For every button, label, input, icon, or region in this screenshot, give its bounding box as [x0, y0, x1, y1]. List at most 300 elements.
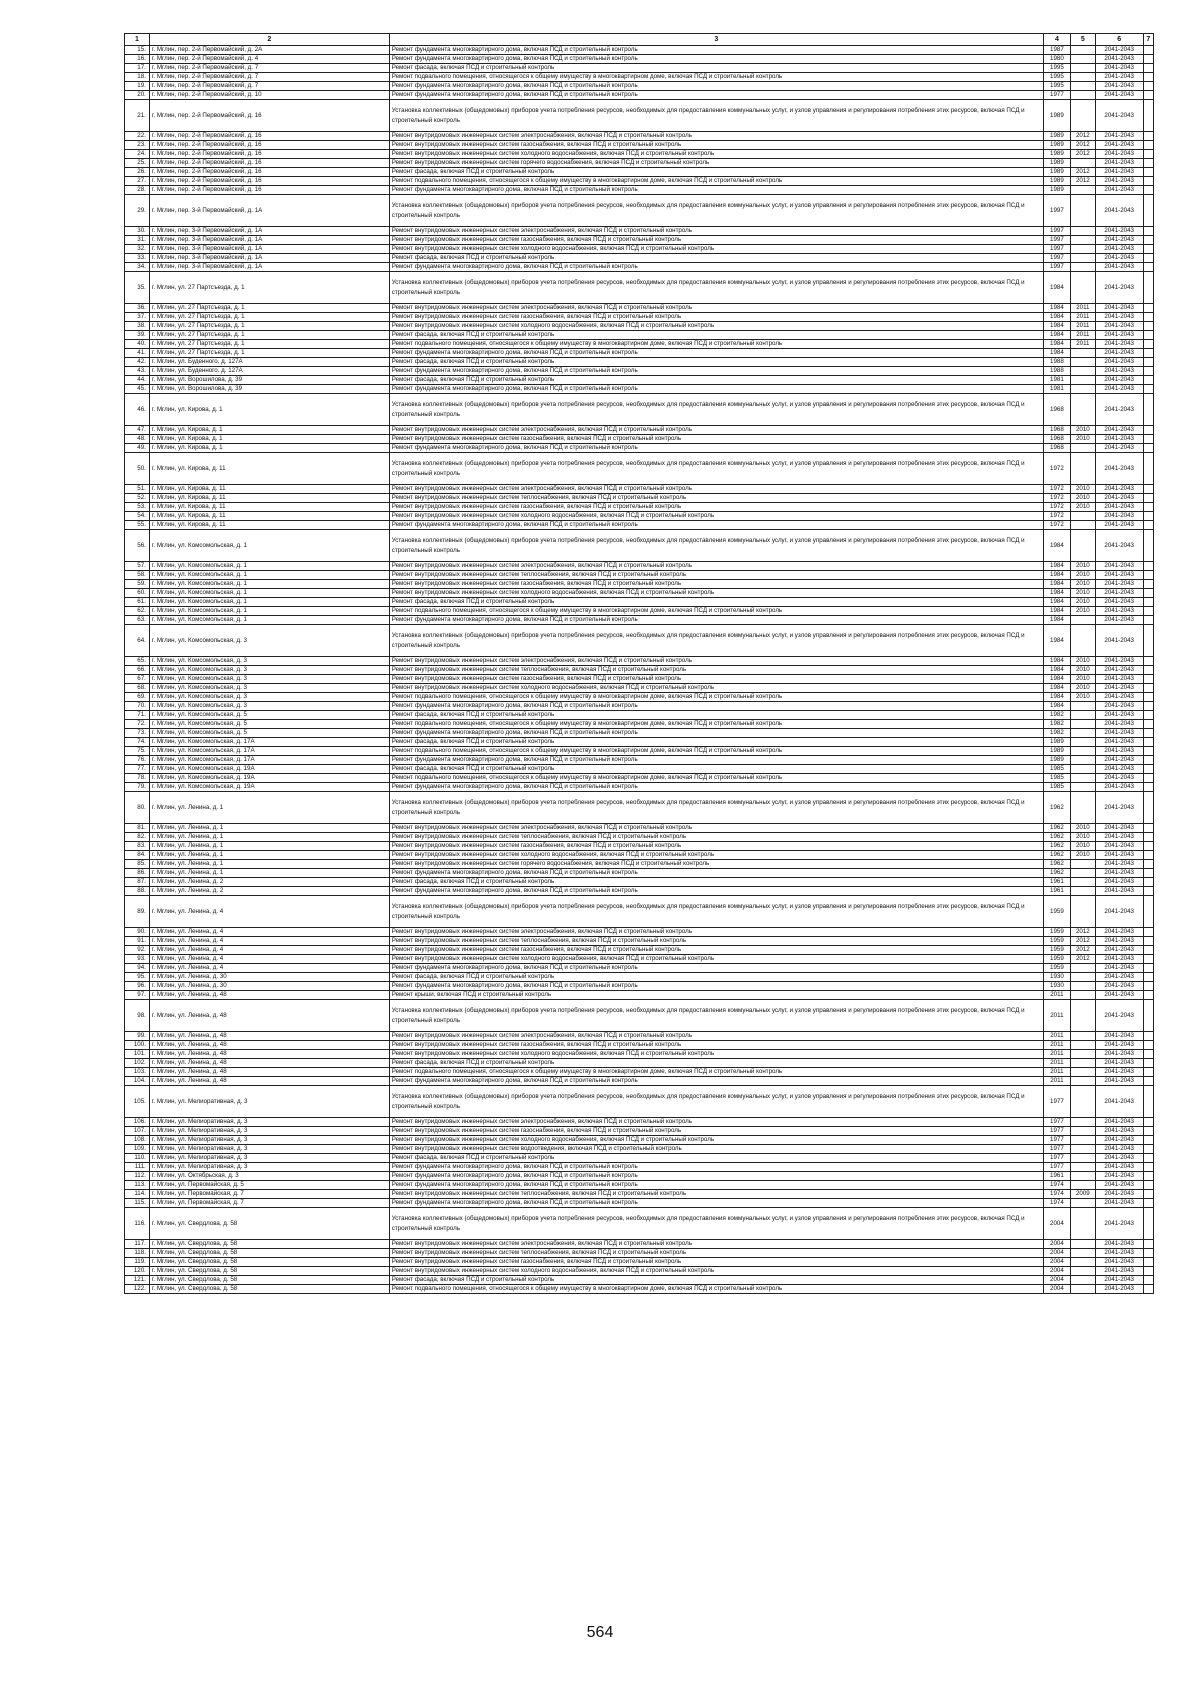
last-repair-year-cell: 2010 — [1070, 571, 1095, 580]
row-number: 41. — [125, 349, 150, 358]
work-type-cell: Ремонт внутридомовых инженерных систем холодного водоснабжения, включая ПСД и строительный контроль — [389, 955, 1043, 964]
row-number: 52. — [125, 494, 150, 503]
last-repair-year-cell: 2012 — [1070, 928, 1095, 937]
last-repair-year-cell: 2010 — [1070, 426, 1095, 435]
year-built-cell: 1961 — [1043, 1172, 1070, 1181]
col7-cell — [1143, 896, 1153, 928]
work-type-cell: Установка коллективных (общедомовых) приборов учета потребления ресурсов, необходимых для предоставления коммунальных услуг, и узлов управления и регулирования потребления этих ресурсов, включая ПСД и строительный контроль — [389, 625, 1043, 657]
work-type-cell: Установка коллективных (общедомовых) приборов учета потребления ресурсов, необходимых для предоставления коммунальных услуг, и узлов управления и регулирования потребления этих ресурсов, включая ПСД и строительный контроль — [389, 453, 1043, 485]
row-number: 67. — [125, 675, 150, 684]
work-type-cell: Ремонт фундамента многоквартирного дома, включая ПСД и строительный контроль — [389, 186, 1043, 195]
last-repair-year-cell — [1070, 1077, 1095, 1086]
planned-period-cell: 2041-2043 — [1095, 1208, 1143, 1240]
col7-cell — [1143, 331, 1153, 340]
col7-cell — [1143, 1163, 1153, 1172]
table-row — [125, 530, 1154, 562]
col7-cell — [1143, 1068, 1153, 1077]
work-type-cell: Ремонт фундамента многоквартирного дома, включая ПСД и строительный контроль — [389, 55, 1043, 64]
year-built-cell: 1995 — [1043, 73, 1070, 82]
table-row — [125, 756, 1154, 765]
col7-cell — [1143, 168, 1153, 177]
work-type-cell: Ремонт фундамента многоквартирного дома, включая ПСД и строительный контроль — [389, 887, 1043, 896]
address-cell: г. Мглин, ул. Комсомольская, д. 1 — [149, 616, 389, 625]
last-repair-year-cell — [1070, 272, 1095, 304]
work-type-cell: Ремонт подвального помещения, относящегося к общему имуществу в многоквартирном доме, включая ПСД и строительный контроль — [389, 340, 1043, 349]
row-number: 92. — [125, 946, 150, 955]
address-cell: г. Мглин, ул. Ленина, д. 1 — [149, 833, 389, 842]
planned-period-cell: 2041-2043 — [1095, 385, 1143, 394]
year-built-cell: 1977 — [1043, 1127, 1070, 1136]
planned-period-cell: 2041-2043 — [1095, 245, 1143, 254]
year-built-cell: 1989 — [1043, 168, 1070, 177]
table-row — [125, 349, 1154, 358]
row-number: 112. — [125, 1172, 150, 1181]
table-row — [125, 150, 1154, 159]
row-number: 76. — [125, 756, 150, 765]
header-col-6: 6 — [1095, 34, 1143, 46]
row-number: 121. — [125, 1276, 150, 1285]
table-row — [125, 598, 1154, 607]
year-built-cell: 1984 — [1043, 616, 1070, 625]
address-cell: г. Мглин, ул. Кирова, д. 11 — [149, 453, 389, 485]
planned-period-cell: 2041-2043 — [1095, 887, 1143, 896]
planned-period-cell: 2041-2043 — [1095, 512, 1143, 521]
planned-period-cell: 2041-2043 — [1095, 747, 1143, 756]
last-repair-year-cell — [1070, 82, 1095, 91]
work-type-cell: Ремонт подвального помещения, относящегося к общему имуществу в многоквартирном доме, включая ПСД и строительный контроль — [389, 177, 1043, 186]
last-repair-year-cell — [1070, 46, 1095, 55]
planned-period-cell: 2041-2043 — [1095, 503, 1143, 512]
work-type-cell: Ремонт внутридомовых инженерных систем газоснабжения, включая ПСД и строительный контроль — [389, 580, 1043, 589]
year-built-cell: 1984 — [1043, 580, 1070, 589]
work-type-cell: Установка коллективных (общедомовых) приборов учета потребления ресурсов, необходимых для предоставления коммунальных услуг, и узлов управления и регулирования потребления этих ресурсов, включая ПСД и строительный контроль — [389, 1208, 1043, 1240]
planned-period-cell: 2041-2043 — [1095, 227, 1143, 236]
work-type-cell: Установка коллективных (общедомовых) приборов учета потребления ресурсов, необходимых для предоставления коммунальных услуг, и узлов управления и регулирования потребления этих ресурсов, включая ПСД и строительный контроль — [389, 792, 1043, 824]
planned-period-cell: 2041-2043 — [1095, 376, 1143, 385]
address-cell: г. Мглин, ул. Комсомольская, д. 17А — [149, 756, 389, 765]
row-number: 56. — [125, 530, 150, 562]
planned-period-cell: 2041-2043 — [1095, 625, 1143, 657]
work-type-cell: Ремонт фундамента многоквартирного дома, включая ПСД и строительный контроль — [389, 702, 1043, 711]
col7-cell — [1143, 1190, 1153, 1199]
work-type-cell: Установка коллективных (общедомовых) приборов учета потребления ресурсов, необходимых для предоставления коммунальных услуг, и узлов управления и регулирования потребления этих ресурсов, включая ПСД и строительный контроль — [389, 1086, 1043, 1118]
work-type-cell: Ремонт фундамента многоквартирного дома, включая ПСД и строительный контроль — [389, 46, 1043, 55]
last-repair-year-cell — [1070, 55, 1095, 64]
address-cell: г. Мглин, пер. 2-й Первомайский, д. 4 — [149, 55, 389, 64]
last-repair-year-cell — [1070, 1199, 1095, 1208]
col7-cell — [1143, 666, 1153, 675]
col7-cell — [1143, 824, 1153, 833]
col7-cell — [1143, 1154, 1153, 1163]
row-number: 66. — [125, 666, 150, 675]
planned-period-cell: 2041-2043 — [1095, 177, 1143, 186]
work-type-cell: Ремонт подвального помещения, относящегося к общему имуществу в многоквартирном доме, включая ПСД и строительный контроль — [389, 774, 1043, 783]
planned-period-cell: 2041-2043 — [1095, 1059, 1143, 1068]
last-repair-year-cell — [1070, 964, 1095, 973]
year-built-cell: 1962 — [1043, 833, 1070, 842]
row-number: 117. — [125, 1240, 150, 1249]
last-repair-year-cell — [1070, 227, 1095, 236]
table-row — [125, 1199, 1154, 1208]
planned-period-cell: 2041-2043 — [1095, 254, 1143, 263]
planned-period-cell: 2041-2043 — [1095, 792, 1143, 824]
address-cell: г. Мглин, ул. Ленина, д. 1 — [149, 860, 389, 869]
col7-cell — [1143, 1208, 1153, 1240]
table-row — [125, 1127, 1154, 1136]
planned-period-cell: 2041-2043 — [1095, 738, 1143, 747]
last-repair-year-cell — [1070, 444, 1095, 453]
address-cell: г. Мглин, ул. Ленина, д. 48 — [149, 1059, 389, 1068]
col7-cell — [1143, 91, 1153, 100]
address-cell: г. Мглин, ул. Кирова, д. 11 — [149, 494, 389, 503]
address-cell: г. Мглин, ул. Комсомольская, д. 3 — [149, 702, 389, 711]
year-built-cell: 1984 — [1043, 675, 1070, 684]
last-repair-year-cell: 2012 — [1070, 937, 1095, 946]
col7-cell — [1143, 955, 1153, 964]
year-built-cell: 2011 — [1043, 1041, 1070, 1050]
work-type-cell: Ремонт внутридомовых инженерных систем холодного водоснабжения, включая ПСД и строительный контроль — [389, 1136, 1043, 1145]
year-built-cell: 1977 — [1043, 91, 1070, 100]
address-cell: г. Мглин, ул. Кирова, д. 1 — [149, 444, 389, 453]
col7-cell — [1143, 982, 1153, 991]
address-cell: г. Мглин, пер. 2-й Первомайский, д. 16 — [149, 150, 389, 159]
planned-period-cell: 2041-2043 — [1095, 1267, 1143, 1276]
work-type-cell: Ремонт внутридомовых инженерных систем электроснабжения, включая ПСД и строительный контроль — [389, 227, 1043, 236]
last-repair-year-cell — [1070, 765, 1095, 774]
year-built-cell: 1984 — [1043, 304, 1070, 313]
row-number: 73. — [125, 729, 150, 738]
header-col-2: 2 — [149, 34, 389, 46]
work-type-cell: Ремонт внутридомовых инженерных систем холодного водоснабжения, включая ПСД и строительный контроль — [389, 512, 1043, 521]
last-repair-year-cell — [1070, 973, 1095, 982]
last-repair-year-cell — [1070, 720, 1095, 729]
col7-cell — [1143, 186, 1153, 195]
col7-cell — [1143, 833, 1153, 842]
table-row — [125, 159, 1154, 168]
work-type-cell: Ремонт внутридомовых инженерных систем теплоснабжения, включая ПСД и строительный контроль — [389, 494, 1043, 503]
work-type-cell: Установка коллективных (общедомовых) приборов учета потребления ресурсов, необходимых для предоставления коммунальных услуг, и узлов управления и регулирования потребления этих ресурсов, включая ПСД и строительный контроль — [389, 896, 1043, 928]
last-repair-year-cell — [1070, 887, 1095, 896]
last-repair-year-cell: 2010 — [1070, 833, 1095, 842]
row-number: 90. — [125, 928, 150, 937]
planned-period-cell: 2041-2043 — [1095, 571, 1143, 580]
table-row — [125, 928, 1154, 937]
table-row — [125, 580, 1154, 589]
work-type-cell: Ремонт фасада, включая ПСД и строительный контроль — [389, 168, 1043, 177]
planned-period-cell: 2041-2043 — [1095, 313, 1143, 322]
work-type-cell: Ремонт подвального помещения, относящегося к общему имуществу в многоквартирном доме, включая ПСД и строительный контроль — [389, 1285, 1043, 1294]
address-cell: г. Мглин, ул. Свердлова, д. 58 — [149, 1276, 389, 1285]
work-type-cell: Ремонт фундамента многоквартирного дома, включая ПСД и строительный контроль — [389, 783, 1043, 792]
col7-cell — [1143, 254, 1153, 263]
year-built-cell: 1981 — [1043, 385, 1070, 394]
year-built-cell: 1982 — [1043, 720, 1070, 729]
last-repair-year-cell — [1070, 358, 1095, 367]
table-row — [125, 168, 1154, 177]
year-built-cell: 1968 — [1043, 426, 1070, 435]
col7-cell — [1143, 964, 1153, 973]
row-number: 86. — [125, 869, 150, 878]
year-built-cell: 1962 — [1043, 842, 1070, 851]
planned-period-cell: 2041-2043 — [1095, 358, 1143, 367]
last-repair-year-cell — [1070, 73, 1095, 82]
col7-cell — [1143, 313, 1153, 322]
last-repair-year-cell — [1070, 792, 1095, 824]
col7-cell — [1143, 562, 1153, 571]
table-row — [125, 937, 1154, 946]
planned-period-cell: 2041-2043 — [1095, 272, 1143, 304]
col7-cell — [1143, 159, 1153, 168]
col7-cell — [1143, 711, 1153, 720]
row-number: 99. — [125, 1032, 150, 1041]
last-repair-year-cell — [1070, 869, 1095, 878]
col7-cell — [1143, 453, 1153, 485]
work-type-cell: Ремонт крыши, включая ПСД и строительный контроль — [389, 991, 1043, 1000]
col7-cell — [1143, 842, 1153, 851]
work-type-cell: Ремонт фундамента многоквартирного дома, включая ПСД и строительный контроль — [389, 1163, 1043, 1172]
work-type-cell: Ремонт внутридомовых инженерных систем электроснабжения, включая ПСД и строительный контроль — [389, 132, 1043, 141]
planned-period-cell: 2041-2043 — [1095, 657, 1143, 666]
year-built-cell: 1995 — [1043, 82, 1070, 91]
col7-cell — [1143, 512, 1153, 521]
last-repair-year-cell: 2010 — [1070, 657, 1095, 666]
year-built-cell: 1984 — [1043, 598, 1070, 607]
address-cell: г. Мглин, ул. Комсомольская, д. 17А — [149, 738, 389, 747]
last-repair-year-cell — [1070, 1208, 1095, 1240]
planned-period-cell: 2041-2043 — [1095, 322, 1143, 331]
address-cell: г. Мглин, ул. Ленина, д. 30 — [149, 973, 389, 982]
address-cell: г. Мглин, пер. 2-й Первомайский, д. 7 — [149, 82, 389, 91]
table-row — [125, 711, 1154, 720]
planned-period-cell: 2041-2043 — [1095, 765, 1143, 774]
col7-cell — [1143, 928, 1153, 937]
table-row — [125, 589, 1154, 598]
year-built-cell: 1997 — [1043, 254, 1070, 263]
table-row — [125, 444, 1154, 453]
row-number: 104. — [125, 1077, 150, 1086]
work-type-cell: Ремонт фасада, включая ПСД и строительный контроль — [389, 376, 1043, 385]
row-number: 54. — [125, 512, 150, 521]
planned-period-cell: 2041-2043 — [1095, 598, 1143, 607]
header-col-4: 4 — [1043, 34, 1070, 46]
table-row — [125, 1118, 1154, 1127]
table-row — [125, 485, 1154, 494]
work-type-cell: Ремонт внутридомовых инженерных систем газоснабжения, включая ПСД и строительный контроль — [389, 1041, 1043, 1050]
work-type-cell: Ремонт фундамента многоквартирного дома, включая ПСД и строительный контроль — [389, 349, 1043, 358]
work-type-cell: Ремонт фундамента многоквартирного дома, включая ПСД и строительный контроль — [389, 982, 1043, 991]
col7-cell — [1143, 55, 1153, 64]
last-repair-year-cell: 2010 — [1070, 842, 1095, 851]
table-row — [125, 385, 1154, 394]
table-row — [125, 1285, 1154, 1294]
last-repair-year-cell — [1070, 860, 1095, 869]
last-repair-year-cell — [1070, 1181, 1095, 1190]
address-cell: г. Мглин, пер. 2-й Первомайский, д. 16 — [149, 168, 389, 177]
planned-period-cell: 2041-2043 — [1095, 851, 1143, 860]
row-number: 111. — [125, 1163, 150, 1172]
planned-period-cell: 2041-2043 — [1095, 955, 1143, 964]
last-repair-year-cell: 2010 — [1070, 598, 1095, 607]
last-repair-year-cell — [1070, 1059, 1095, 1068]
col7-cell — [1143, 150, 1153, 159]
row-number: 89. — [125, 896, 150, 928]
planned-period-cell: 2041-2043 — [1095, 132, 1143, 141]
row-number: 69. — [125, 693, 150, 702]
table-row — [125, 562, 1154, 571]
year-built-cell: 1962 — [1043, 869, 1070, 878]
year-built-cell: 1989 — [1043, 141, 1070, 150]
year-built-cell: 2011 — [1043, 1068, 1070, 1077]
row-number: 16. — [125, 55, 150, 64]
last-repair-year-cell — [1070, 512, 1095, 521]
last-repair-year-cell — [1070, 625, 1095, 657]
year-built-cell: 2004 — [1043, 1240, 1070, 1249]
year-built-cell: 2011 — [1043, 1050, 1070, 1059]
address-cell: г. Мглин, ул. Ленина, д. 1 — [149, 792, 389, 824]
work-type-cell: Ремонт внутридомовых инженерных систем электроснабжения, включая ПСД и строительный контроль — [389, 1032, 1043, 1041]
row-number: 105. — [125, 1086, 150, 1118]
last-repair-year-cell — [1070, 616, 1095, 625]
header-col-1: 1 — [125, 34, 150, 46]
year-built-cell: 1984 — [1043, 313, 1070, 322]
table-row — [125, 783, 1154, 792]
year-built-cell: 1980 — [1043, 55, 1070, 64]
address-cell: г. Мглин, пер. 2-й Первомайский, д. 16 — [149, 132, 389, 141]
address-cell: г. Мглин, ул. Ленина, д. 30 — [149, 982, 389, 991]
table-row — [125, 1145, 1154, 1154]
col7-cell — [1143, 322, 1153, 331]
last-repair-year-cell — [1070, 1258, 1095, 1267]
year-built-cell: 2004 — [1043, 1267, 1070, 1276]
work-type-cell: Ремонт подвального помещения, относящегося к общему имуществу в многоквартирном доме, включая ПСД и строительный контроль — [389, 747, 1043, 756]
planned-period-cell: 2041-2043 — [1095, 562, 1143, 571]
col7-cell — [1143, 394, 1153, 426]
address-cell: г. Мглин, ул. Первомайская, д. 7 — [149, 1199, 389, 1208]
address-cell: г. Мглин, ул. Ленина, д. 4 — [149, 928, 389, 937]
work-type-cell: Ремонт фасада, включая ПСД и строительный контроль — [389, 765, 1043, 774]
last-repair-year-cell — [1070, 1068, 1095, 1077]
col7-cell — [1143, 774, 1153, 783]
last-repair-year-cell: 2011 — [1070, 340, 1095, 349]
row-number: 24. — [125, 150, 150, 159]
address-cell: г. Мглин, пер. 2-й Первомайский, д. 10 — [149, 91, 389, 100]
work-type-cell: Ремонт внутридомовых инженерных систем газоснабжения, включая ПСД и строительный контроль — [389, 1258, 1043, 1267]
row-number: 101. — [125, 1050, 150, 1059]
work-type-cell: Ремонт внутридомовых инженерных систем электроснабжения, включая ПСД и строительный контроль — [389, 304, 1043, 313]
col7-cell — [1143, 1267, 1153, 1276]
planned-period-cell: 2041-2043 — [1095, 1050, 1143, 1059]
work-type-cell: Ремонт фундамента многоквартирного дома, включая ПСД и строительный контроль — [389, 82, 1043, 91]
address-cell: г. Мглин, ул. Ленина, д. 4 — [149, 937, 389, 946]
address-cell: г. Мглин, ул. Ленина, д. 2 — [149, 887, 389, 896]
row-number: 46. — [125, 394, 150, 426]
row-number: 72. — [125, 720, 150, 729]
col7-cell — [1143, 444, 1153, 453]
planned-period-cell: 2041-2043 — [1095, 485, 1143, 494]
last-repair-year-cell: 2012 — [1070, 946, 1095, 955]
table-row — [125, 494, 1154, 503]
address-cell: г. Мглин, ул. Комсомольская, д. 3 — [149, 625, 389, 657]
col7-cell — [1143, 946, 1153, 955]
row-number: 30. — [125, 227, 150, 236]
address-cell: г. Мглин, ул. Мелиоративная, д. 3 — [149, 1154, 389, 1163]
work-type-cell: Ремонт фасада, включая ПСД и строительный контроль — [389, 598, 1043, 607]
row-number: 83. — [125, 842, 150, 851]
planned-period-cell: 2041-2043 — [1095, 340, 1143, 349]
planned-period-cell: 2041-2043 — [1095, 1077, 1143, 1086]
table-row — [125, 322, 1154, 331]
header-col-3: 3 — [389, 34, 1043, 46]
row-number: 42. — [125, 358, 150, 367]
row-number: 82. — [125, 833, 150, 842]
last-repair-year-cell — [1070, 1249, 1095, 1258]
col7-cell — [1143, 503, 1153, 512]
table-row — [125, 955, 1154, 964]
last-repair-year-cell — [1070, 453, 1095, 485]
last-repair-year-cell: 2010 — [1070, 503, 1095, 512]
year-built-cell: 1989 — [1043, 747, 1070, 756]
row-number: 39. — [125, 331, 150, 340]
year-built-cell: 1984 — [1043, 571, 1070, 580]
row-number: 100. — [125, 1041, 150, 1050]
last-repair-year-cell — [1070, 186, 1095, 195]
row-number: 79. — [125, 783, 150, 792]
year-built-cell: 1984 — [1043, 331, 1070, 340]
col7-cell — [1143, 783, 1153, 792]
address-cell: г. Мглин, ул. Мелиоративная, д. 3 — [149, 1118, 389, 1127]
work-type-cell: Ремонт внутридомовых инженерных систем теплоснабжения, включая ПСД и строительный контроль — [389, 937, 1043, 946]
col7-cell — [1143, 860, 1153, 869]
work-type-cell: Ремонт фундамента многоквартирного дома, включая ПСД и строительный контроль — [389, 91, 1043, 100]
year-built-cell: 1972 — [1043, 485, 1070, 494]
table-row — [125, 1077, 1154, 1086]
work-type-cell: Ремонт внутридомовых инженерных систем холодного водоснабжения, включая ПСД и строительный контроль — [389, 1267, 1043, 1276]
last-repair-year-cell — [1070, 1163, 1095, 1172]
year-built-cell: 1982 — [1043, 729, 1070, 738]
year-built-cell: 1985 — [1043, 765, 1070, 774]
last-repair-year-cell: 2012 — [1070, 177, 1095, 186]
planned-period-cell: 2041-2043 — [1095, 684, 1143, 693]
table-row — [125, 1240, 1154, 1249]
year-built-cell: 2004 — [1043, 1276, 1070, 1285]
address-cell: г. Мглин, ул. Свердлова, д. 58 — [149, 1208, 389, 1240]
last-repair-year-cell: 2009 — [1070, 1190, 1095, 1199]
row-number: 80. — [125, 792, 150, 824]
year-built-cell: 1989 — [1043, 150, 1070, 159]
col7-cell — [1143, 100, 1153, 132]
address-cell: г. Мглин, ул. Ленина, д. 48 — [149, 1077, 389, 1086]
year-built-cell: 1962 — [1043, 851, 1070, 860]
col7-cell — [1143, 494, 1153, 503]
year-built-cell: 2004 — [1043, 1258, 1070, 1267]
year-built-cell: 1989 — [1043, 738, 1070, 747]
table-row — [125, 236, 1154, 245]
address-cell: г. Мглин, ул. Комсомольская, д. 1 — [149, 580, 389, 589]
table-row — [125, 46, 1154, 55]
address-cell: г. Мглин, ул. 27 Партсъезда, д. 1 — [149, 349, 389, 358]
planned-period-cell: 2041-2043 — [1095, 824, 1143, 833]
last-repair-year-cell — [1070, 1172, 1095, 1181]
row-number: 62. — [125, 607, 150, 616]
planned-period-cell: 2041-2043 — [1095, 453, 1143, 485]
year-built-cell: 2004 — [1043, 1249, 1070, 1258]
table-row — [125, 765, 1154, 774]
planned-period-cell: 2041-2043 — [1095, 607, 1143, 616]
year-built-cell: 1985 — [1043, 783, 1070, 792]
work-type-cell: Ремонт внутридомовых инженерных систем холодного водоснабжения, включая ПСД и строительный контроль — [389, 322, 1043, 331]
year-built-cell: 1959 — [1043, 946, 1070, 955]
address-cell: г. Мглин, ул. Свердлова, д. 58 — [149, 1285, 389, 1294]
